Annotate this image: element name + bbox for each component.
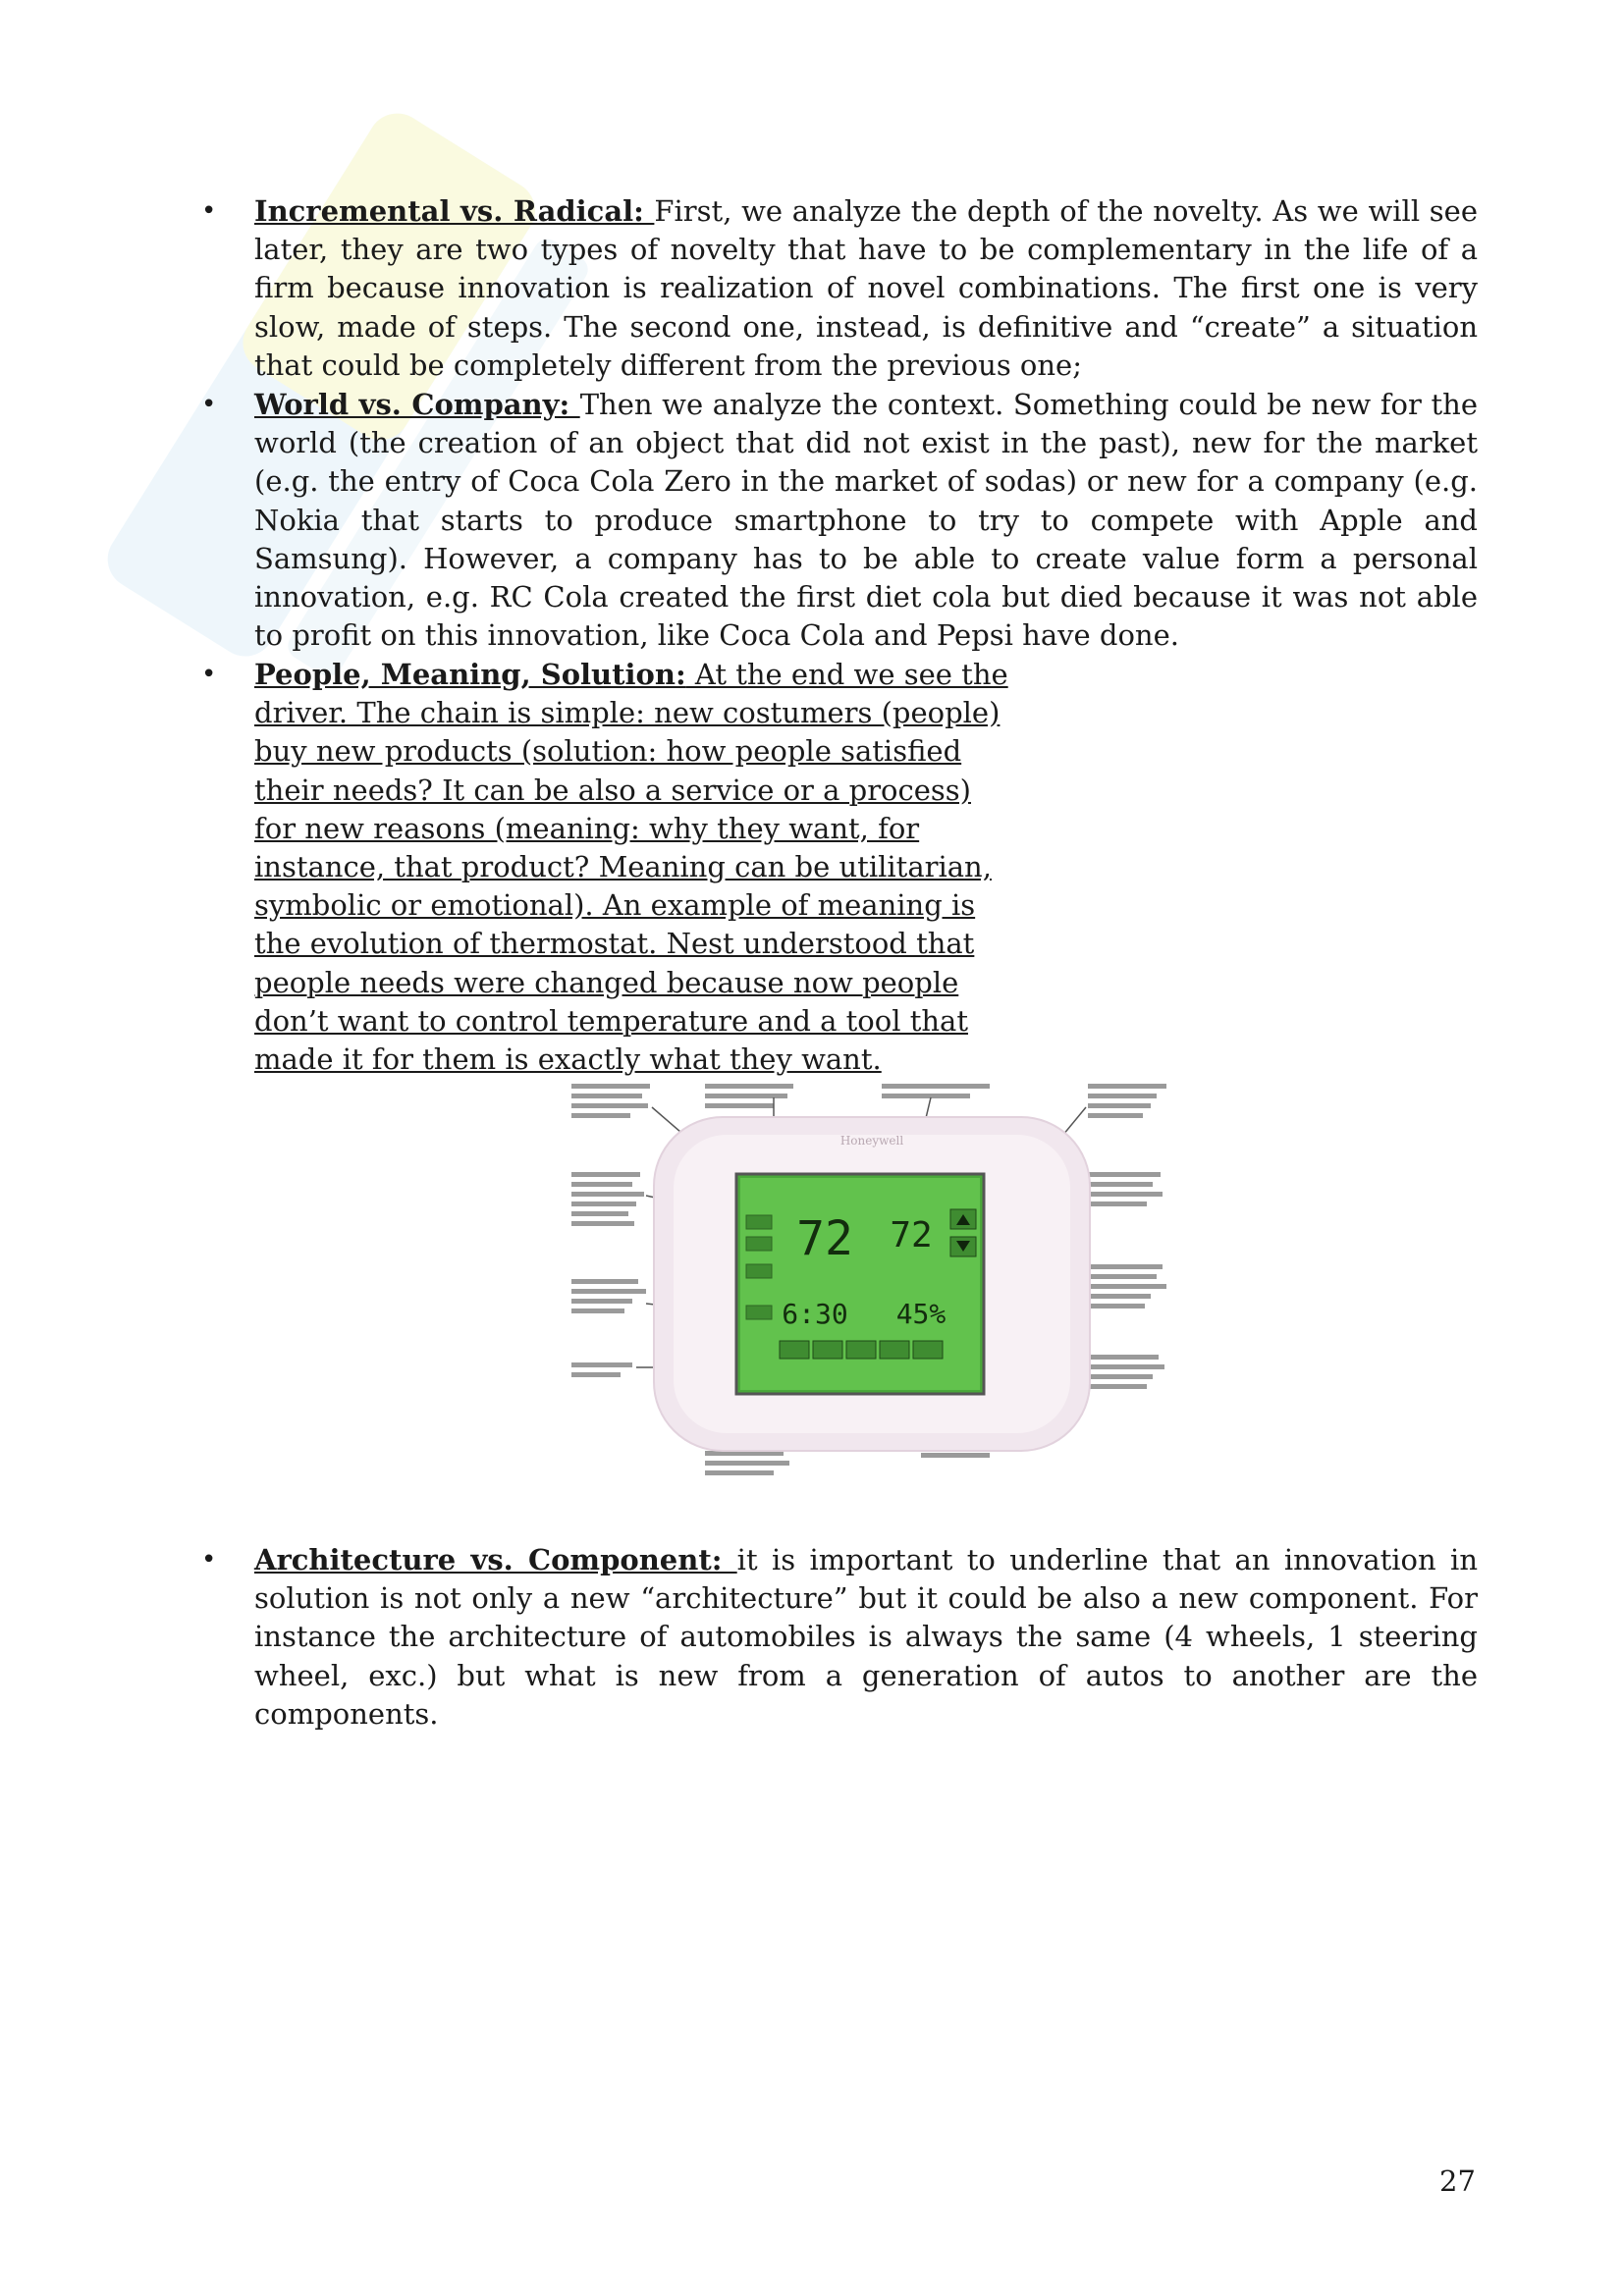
thermostat-brand: Honeywell	[839, 1134, 904, 1148]
screen-bottom-buttons	[780, 1341, 943, 1359]
bullet-paragraph	[254, 386, 1478, 655]
bullet-body: it is important to underline that an innovation in solution is not only a new “architecture” but it could be also a new component. For instance the architecture of automobiles is always the same (4 wheels, 1 steering wheel, exc.) but what is new from a generation of autos to another are the components.	[254, 1543, 1478, 1731]
indoor-temp-readout: 72	[796, 1211, 853, 1266]
bullet-term: Incremental vs. Radical:	[254, 194, 655, 228]
time-readout: 6:30	[782, 1298, 848, 1330]
bullet-term: People, Meaning, Solution:	[254, 658, 686, 691]
bullet-marker: •	[201, 390, 217, 419]
bullet-people-meaning-solution	[201, 656, 1478, 1079]
bullet-term: World vs. Company:	[254, 388, 580, 421]
bullet-marker: •	[201, 660, 217, 689]
bullet-world-company	[201, 386, 1478, 655]
bullet-body: At the end we see the driver. The chain is simple: new costumers (people) buy new products (solution: how people satisfied their needs? It can be also a service or a process) for new reasons (meaning: why they want, for instance, that product? Meaning can be utilitarian, symbolic or emotional). An example of meaning is the evolution of thermostat. Nest understood that people needs were changed because now people don’t want to control temperature and a tool that made it for them is exactly what they want.	[254, 658, 1008, 1077]
bullet-architecture-component	[201, 1541, 1478, 1734]
bullet-term: Architecture vs. Component:	[254, 1543, 737, 1576]
humidity-readout: 45%	[895, 1298, 947, 1330]
bullet-marker: •	[201, 196, 217, 226]
bullet-body: First, we analyze the depth of the novelty. As we will see later, they are two types of novelty that have to be complementary in the life of a firm because innovation is realization of novel combinations. The first one is very slow, made of steps. The second one, instead, is definitive and “create” a situation that could be completely different from the previous one;	[254, 194, 1478, 382]
bullet-incremental-radical	[201, 192, 1478, 385]
page-number: 27	[1439, 2164, 1476, 2198]
set-temp-readout: 72	[890, 1215, 933, 1255]
bullet-paragraph	[254, 192, 1478, 385]
bullet-paragraph	[254, 1541, 1478, 1734]
bullet-paragraph	[254, 656, 1010, 1079]
bullet-marker: •	[201, 1545, 217, 1575]
bullet-body: Then we analyze the context. Something could be new for the world (the creation of an object that did not exist in the past), new for the market (e.g. the entry of Coca Cola Zero in the market of sodas) or new for a company (e.g. Nokia that starts to produce smartphone to try to compete with Apple and Samsung). However, a company has to be able to create value form a personal innovation, e.g. RC Cola created the first diet cola but died because it was not able to profit on this innovation, like Coca Cola and Pepsi have done.	[254, 388, 1478, 653]
thermostat-figure	[568, 1078, 1176, 1485]
